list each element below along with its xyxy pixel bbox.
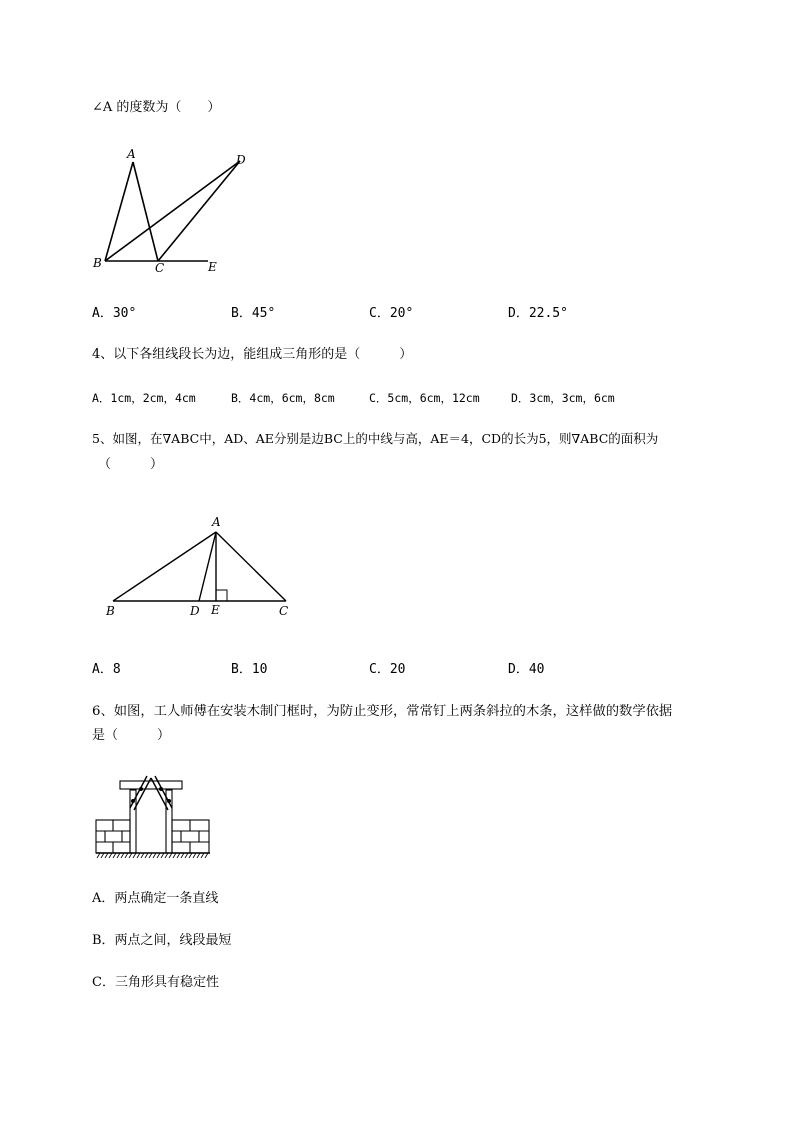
q4-option-b: B．4cm，6cm，8cm xyxy=(231,391,335,405)
q3-option-b: B．45° xyxy=(231,306,276,321)
q3-stem: ∠A 的度数为（ ） xyxy=(92,100,221,115)
q3-option-d: D．22.5° xyxy=(508,306,568,321)
q5-stem-line1: 5、如图，在∇ABC中，AD、AE分别是边BC上的中线与高，AE＝4，CD的长为5，则∇ABC的面积为 xyxy=(92,431,659,446)
q5-label-b: B xyxy=(106,604,115,618)
q6-option-b: B．两点之间，线段最短 xyxy=(92,933,232,948)
q5-option-a: A．8 xyxy=(92,662,121,677)
q3-option-a: A．30° xyxy=(92,306,137,321)
q3-label-b: B xyxy=(93,256,102,270)
q4-option-d: D．3cm，3cm，6cm xyxy=(511,391,615,405)
q5-label-c: C xyxy=(279,604,289,618)
q6-option-a: A．两点确定一条直线 xyxy=(92,891,219,906)
q5-label-e: E xyxy=(211,603,220,617)
q6-stem-line2: 是（ ） xyxy=(92,728,171,743)
q3-label-e: E xyxy=(208,260,217,274)
q5-stem-line2: （ ） xyxy=(98,457,164,472)
q5-label-a: A xyxy=(212,515,221,529)
q5-label-d: D xyxy=(190,604,200,618)
q5-option-b: B．10 xyxy=(231,662,268,677)
q3-label-d: D xyxy=(236,153,246,167)
q4-option-a: A．1cm，2cm，4cm xyxy=(92,391,196,405)
q6-option-c: C．三角形具有稳定性 xyxy=(92,975,219,990)
q3-label-c: C xyxy=(155,261,165,275)
q5-option-c: C．20 xyxy=(369,662,406,677)
q5-option-d: D．40 xyxy=(508,662,545,677)
q6-stem-line1: 6、如图，工人师傅在安装木制门框时，为防止变形，常常钉上两条斜拉的木条，这样做的数学依据 xyxy=(92,704,673,719)
q4-stem: 4、以下各组线段长为边，能组成三角形的是（ ） xyxy=(92,347,413,362)
q4-option-c: C．5cm，6cm，12cm xyxy=(369,391,480,405)
q3-label-a: A xyxy=(127,147,136,161)
q3-option-c: C．20° xyxy=(369,306,414,321)
